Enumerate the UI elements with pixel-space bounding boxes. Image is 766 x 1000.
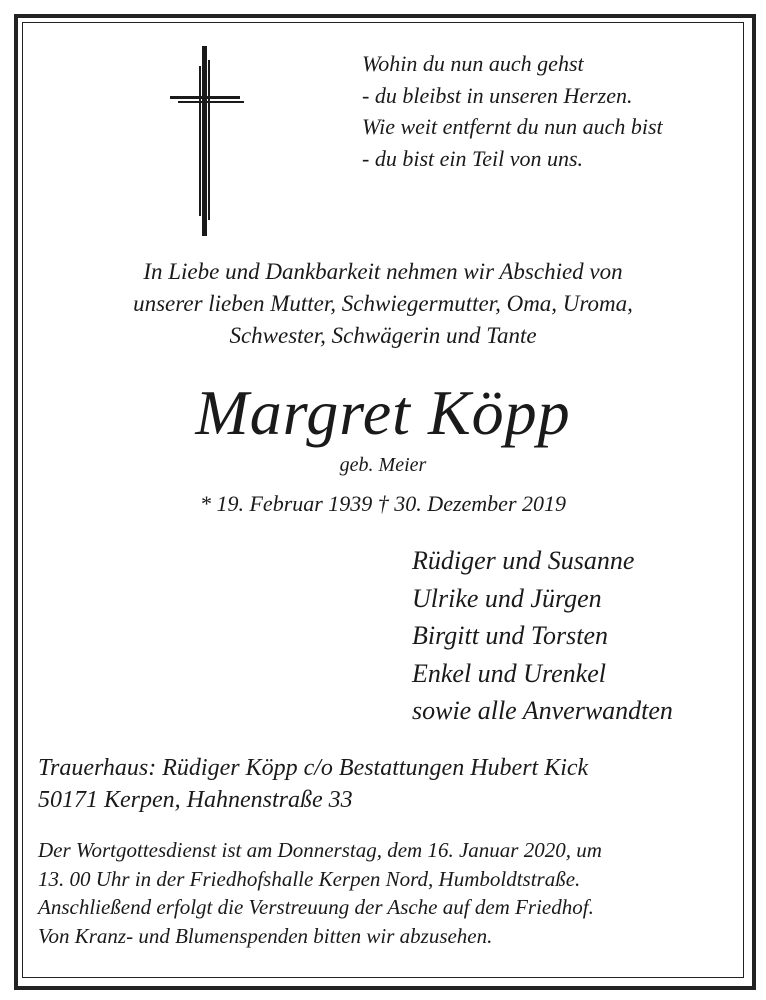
- family-member: Rüdiger und Susanne: [412, 546, 635, 575]
- birth-name: geb. Meier: [339, 454, 427, 476]
- service-info: [38, 836, 602, 950]
- family-member: Birgitt und Torsten: [412, 621, 609, 650]
- verse: [362, 48, 663, 174]
- intro-text: [36, 256, 730, 352]
- intro-line: In Liebe und Dankbarkeit nehmen wir Abschied von: [143, 259, 623, 284]
- service-line: Von Kranz- und Blumenspenden bitten wir abzusehen.: [38, 923, 493, 948]
- verse-line: - du bist ein Teil von uns.: [362, 145, 584, 171]
- family-member: Ulrike und Jürgen: [412, 583, 602, 613]
- life-dates: * 19. Februar 1939 † 30. Dezember 2019: [199, 491, 567, 516]
- mourning-house-line: 50171 Kerpen, Hahnenstraße 33: [38, 787, 353, 813]
- mourning-house: [38, 752, 588, 816]
- family-member: sowie alle Anverwandten: [412, 696, 673, 725]
- mourning-house-line: Trauerhaus: Rüdiger Köpp c/o Bestattungen Hubert Kick: [38, 755, 589, 781]
- verse-line: - du bleibst in unseren Herzen.: [362, 82, 633, 108]
- family-list: [412, 542, 673, 730]
- service-line: Der Wortgottesdienst ist am Donnerstag, dem 16. Januar 2020, um: [38, 838, 602, 862]
- service-line: 13. 00 Uhr in der Friedhofshalle Kerpen Nord, Humboldtstraße.: [38, 866, 581, 891]
- verse-line: Wohin du nun auch gehst: [362, 51, 584, 76]
- family-member: Enkel und Urenkel: [412, 658, 606, 688]
- intro-line: unserer lieben Mutter, Schwiegermutter, Oma, Uroma,: [133, 291, 633, 316]
- intro-line: Schwester, Schwägerin und Tante: [229, 323, 537, 348]
- cross-icon: [168, 46, 244, 236]
- deceased-name: Margret Köpp: [195, 377, 571, 448]
- service-line: Anschließend erfolgt die Verstreuung der Asche auf dem Friedhof.: [38, 895, 594, 919]
- verse-line: Wie weit entfernt du nun auch bist: [362, 114, 663, 139]
